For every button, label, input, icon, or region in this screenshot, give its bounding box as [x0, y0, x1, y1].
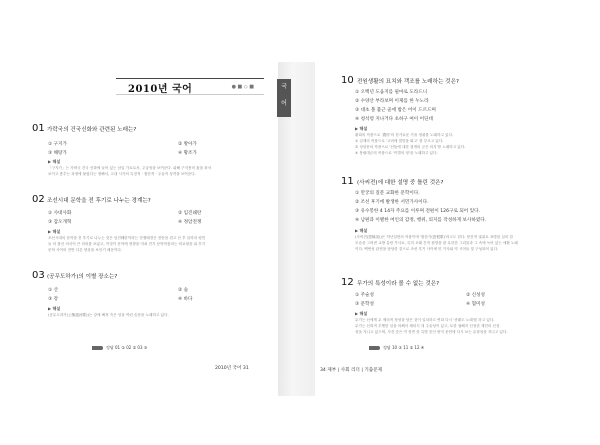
- answer-option[interactable]: ③ 강: [48, 297, 59, 302]
- explanation-line: 이다. 백번성 관현을 담당한 것으로 조선 후기 사이에 민 기사와 약 시어들 및 구성되어 있다.: [355, 247, 499, 251]
- explanation-line: 황희의 작품으로 '農村'의 한가로운 가을 정취를 노래하고 있다.: [355, 133, 454, 137]
- answer-option[interactable]: ① 산: [48, 288, 59, 293]
- answer-option[interactable]: ① 주술성: [355, 293, 374, 298]
- answer-key: [92, 345, 147, 351]
- answer-key: [369, 345, 424, 351]
- answer-option[interactable]: ④ 혈미성: [466, 302, 485, 307]
- pencil-icon: [92, 346, 103, 350]
- answer-option[interactable]: ③ 대초 볼 불근 골에 밤은 어이 드르드며: [355, 108, 436, 113]
- side-tab-char: 어: [281, 100, 287, 107]
- answer-option[interactable]: ④ 남편과 이별한 여인의 감정, 행위, 의지를 작성하게 보사하였다.: [355, 218, 487, 223]
- explanation-line: 「구지가」는 가락국 건국 신화에 들어 있는 삼입 가요로서, 주술성을 보여준다. 위해 구지봉의 흙을 파서: [48, 166, 212, 170]
- explanation-line: (공무도하가(公無渡河歌))는 강에 빠져 죽은 임을 여런 슬픔을 노래하고 있다.: [48, 313, 169, 317]
- explanation-line: 성을 지니고 있으며, 사건 증은 약 장면 한 특별 증인 양지 문헌에 다시 보는 유형성을 지니고 있다.: [355, 330, 508, 334]
- explanation-heading: ▶ 해설: [48, 159, 61, 164]
- question-text: 조선시대 문학을 전 후기로 나누는 경계는?: [47, 198, 151, 204]
- answer-option[interactable]: ③ 갑오개혁: [48, 220, 72, 225]
- answer-option[interactable]: ④ 정암전쟁: [178, 220, 202, 225]
- question-number: 11: [341, 176, 354, 187]
- answer-option[interactable]: ② 숲: [178, 288, 189, 293]
- explanation-line: 무가는 신에게 무 제의적 정성을 담은 것이 일치하고 연희 다시 '종래도 노래'를 하고 있다.: [355, 318, 495, 322]
- question-number: 12: [341, 277, 354, 288]
- answer-option[interactable]: ④ 바다: [178, 297, 193, 302]
- explanation-line: 조선시대의 문학을 전 후기로 나누는 것은 임진왜란이라는 전쟁배경은 전란을 겪고 난 후 실학과 평민: [48, 236, 206, 240]
- explanation-heading: ▶ 해설: [48, 306, 61, 311]
- answer-option[interactable]: ① 오백년 도읍지를 필마로 도라드니: [355, 90, 428, 95]
- question-number: 02: [32, 194, 45, 205]
- answer-option[interactable]: ③ 유수봉한 4 14자 주요를 이루며 전편이 126구로 되어 있다.: [355, 209, 481, 214]
- answer-option[interactable]: ② 수양산 부라보며 이제를 한 누노라: [355, 99, 429, 104]
- question-text: (공무도하가)의 이별 장소는?: [47, 274, 118, 280]
- answer-key-text: 정답 01 ① 02 ② 03 ③: [106, 345, 148, 350]
- pencil-icon: [369, 346, 380, 350]
- answer-option[interactable]: ① 만궁의 질문 교화한 문학이다.: [355, 191, 420, 196]
- explanation-line: (사씨전(思婦詞))은 허난설헌의 작품이며 '원한가(怨恨歌)'라고도 한다. 봉건적 권위로 표명된 실의 한: [355, 235, 513, 239]
- question-text: 가락국의 건국신화와 관련된 노래는?: [47, 127, 137, 133]
- answer-key-text: 정답 10 ③ 11 ② 12 ④: [383, 345, 425, 350]
- explanation-line: 들 의 참신 의식이 큰 의의를 보았고, 이것이 문학에 영향을 미쳐 전기 문학작품과는 비교평을 위 후기: [48, 242, 206, 246]
- answer-option[interactable]: ② 방아가: [178, 142, 197, 147]
- answer-option[interactable]: ④ 황조가: [178, 151, 197, 156]
- answer-option[interactable]: ① 사대사화: [48, 211, 72, 216]
- page-footer: 34 제부 | 사회 리더 | 기출문제: [320, 368, 383, 373]
- question-number: 10: [341, 75, 354, 86]
- title-ornament: ● ■ ◇ ■: [231, 84, 254, 90]
- question-text: (사씨전)에 대한 설명 중 틀린 것은?: [357, 180, 444, 186]
- explanation-line: ④ 봉림대군의 작품으로 '이별의 정'을 노래하고 있다.: [355, 151, 438, 155]
- question-text: 전원생활의 묘치와 객조를 노래하는 것은?: [357, 79, 459, 85]
- question-number: 03: [32, 270, 45, 281]
- explanation-line: 보이고 충추는 과정에 불렀다는 정해서, 고대 시가의 특징적 · 집단적 · 주술적 성격을 보여준다.: [48, 172, 196, 176]
- answer-option[interactable]: ③ 문학성: [355, 302, 374, 307]
- question-text: 무가의 특성이라 볼 수 없는 것은?: [357, 281, 440, 287]
- explanation-heading: ▶ 해설: [355, 311, 368, 316]
- answer-option[interactable]: ② 조선 후기에 발생한 서민가사이다.: [355, 200, 429, 205]
- page-title: 2010년 국어: [128, 84, 193, 95]
- explanation-line: 무가는 신화적 우엔한 일을 의해서 제의식 대 주술성이 있고, 토한 권해지 신성한 재전의 신성: [355, 324, 500, 328]
- page-title-bar: [116, 78, 264, 95]
- answer-option[interactable]: ④ 청석령 지나거다 초하구 여이 어딘데: [355, 117, 433, 122]
- answer-option[interactable]: ② 신성성: [466, 293, 485, 298]
- answer-option[interactable]: ② 임진왜란: [178, 211, 202, 216]
- subject-side-tab[interactable]: [277, 79, 291, 117]
- answer-option[interactable]: ① 구지가: [48, 142, 67, 147]
- explanation-line: 문학 사이의 전반 다른 양상을 보인기 때문이다.: [48, 248, 122, 252]
- question-number: 01: [32, 123, 45, 134]
- explanation-heading: ▶ 해설: [355, 126, 368, 131]
- explanation-line: ② 성삼문의 작품으로 '선돌에 대한 절개의 굳은 의지'를 노래하고 있다.: [355, 145, 466, 149]
- explanation-line: 모습을 그려낸 교방 유랑 가사로, 특히 오래 간적 원망을 함 무한한 그리움과 그 속에 녹아 있는 애환 노래: [355, 241, 518, 245]
- explanation-heading: ▶ 해설: [355, 228, 368, 233]
- page-footer: 2010년 국어 31: [215, 366, 249, 371]
- explanation-heading: ▶ 해설: [48, 229, 61, 234]
- side-tab-char: 국: [281, 83, 287, 90]
- explanation-line: ① 길재의 작품으로 '고려에 멸망을 회고' 를 부르고 있다.: [355, 139, 444, 143]
- answer-option[interactable]: ③ 해탕가: [48, 151, 67, 156]
